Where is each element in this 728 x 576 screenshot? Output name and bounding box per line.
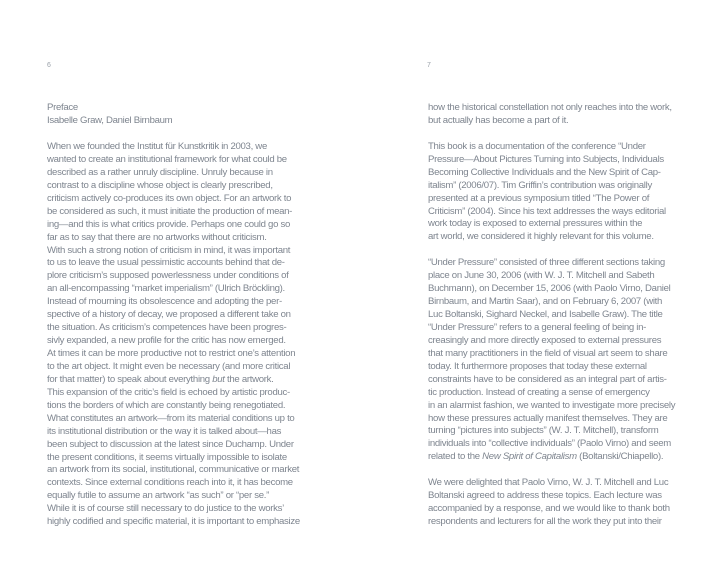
text-line: contrast to a discipline whose object is clearly prescribed, bbox=[47, 179, 273, 191]
text-line: how these pressures actually manifest themselves. They are bbox=[428, 412, 668, 424]
text-line: in an alarmist fashion, we wanted to investigate more precisely bbox=[428, 399, 676, 411]
text-line: highly codified and specific material, it is important to emphasize bbox=[47, 516, 300, 528]
blank-line bbox=[428, 128, 675, 141]
preface-heading bbox=[47, 102, 172, 128]
preface-title: Preface bbox=[47, 102, 78, 113]
text-line: tic production. Instead of creating a sense of emergency bbox=[428, 386, 650, 398]
text-line: far as to say that there are no artworks without criticism. bbox=[47, 231, 267, 243]
text-line: spective of a history of decay, we proposed a different take on bbox=[47, 309, 291, 321]
text-line: “Under Pressure” consisted of three different sections taking bbox=[428, 257, 665, 269]
text-line: Instead of mourning its obsolescence and adopting the per- bbox=[47, 296, 282, 308]
text-line: Boltanski agreed to address these topics. Each lecture was bbox=[428, 490, 662, 502]
text-line: related to the New Spirit of Capitalism (Boltanski/Chiapello). bbox=[428, 451, 664, 463]
text-line: respondents and lecturers for all the work they put into their bbox=[428, 516, 662, 527]
text-line: creasingly and more directly exposed to external pressures bbox=[428, 334, 662, 346]
text-line: Buchmann), on December 15, 2006 (with Paolo Virno, Daniel bbox=[428, 283, 671, 295]
text-line: place on June 30, 2006 (with W. J. T. Mitchell and Sabeth bbox=[428, 270, 655, 282]
text-line: plore criticism’s supposed powerlessness under conditions of bbox=[47, 270, 289, 282]
text-line: This expansion of the critic’s field is echoed by artistic produc- bbox=[47, 386, 290, 398]
text-line: When we founded the Institut für Kunstkritik in 2003, we bbox=[47, 141, 267, 152]
text-line: work today is exposed to external pressures within the bbox=[428, 218, 643, 230]
blank-line bbox=[428, 464, 675, 477]
text-line: This book is a documentation of the conference “Under bbox=[428, 140, 646, 152]
text-line: an all-encompassing “market imperialism” (Ulrich Bröckling). bbox=[47, 283, 285, 295]
text-line: tions the borders of which are constantly being renegotiated. bbox=[47, 399, 286, 411]
text-line: to the art object. It might even be necessary (and more critical bbox=[47, 360, 291, 372]
blank-line bbox=[428, 244, 675, 257]
text-line: its institutional distribution or the way it is talked about—has bbox=[47, 425, 282, 437]
text-line: Becoming Collective Individuals and the New Spirit of Cap- bbox=[428, 166, 661, 178]
text-line: an artwork from its social, institutional, communicative or market bbox=[47, 464, 300, 476]
text-line: Luc Boltanski, Sighard Neckel, and Isabelle Graw). The title bbox=[428, 309, 663, 320]
text-line: been subject to discussion at the latest since Duchamp. Under bbox=[47, 438, 294, 450]
text-line: individuals into “collective individuals” (Paolo Virno) and seem bbox=[428, 438, 671, 450]
text-line: wanted to create an institutional framework for what could be bbox=[47, 153, 287, 165]
text-line: equally futile to assume an artwork “as such” or “per se.” bbox=[47, 490, 270, 502]
text-line: that many practitioners in the field of visual art seem to share bbox=[428, 347, 668, 359]
page-number-left: 6 bbox=[47, 62, 51, 69]
text-line: today. It furthermore proposes that today these external bbox=[428, 360, 647, 372]
text-line: At times it can be more productive not to restrict one’s attention bbox=[47, 348, 296, 359]
text-line: how the historical constellation not only reaches into the work, bbox=[428, 102, 672, 113]
text-line: for that matter) to speak about everything but the artwork. bbox=[47, 373, 274, 385]
text-line: the present conditions, it seems virtually impossible to isolate bbox=[47, 451, 287, 463]
text-line: We were delighted that Paolo Virno, W. J. T. Mitchell and Luc bbox=[428, 477, 669, 489]
text-line: criticism actively co-produces its own object. For an artwork to bbox=[47, 192, 292, 204]
text-line: the situation. As criticism’s competences have been progres- bbox=[47, 322, 287, 334]
preface-authors: Isabelle Graw, Daniel Birnbaum bbox=[47, 114, 173, 126]
left-page-body bbox=[47, 141, 300, 529]
text-line: Pressure—About Pictures Turning into Subjects, Individuals bbox=[428, 153, 664, 165]
text-line: While it is of course still necessary to do justice to the works’ bbox=[47, 503, 284, 515]
text-line: ing—and this is what critics provide. Perhaps one could go so bbox=[47, 218, 291, 230]
text-line: presented at a previous symposium titled “The Power of bbox=[428, 192, 650, 204]
text-line: contexts. Since external conditions reach into it, it has become bbox=[47, 477, 293, 489]
text-line: described as a rather unruly discipline. Unruly because in bbox=[47, 166, 273, 178]
text-line: sivly expanded, a new profile for the critic has now emerged. bbox=[47, 335, 286, 347]
text-line: What constitutes an artwork—from its material conditions up to bbox=[47, 412, 295, 424]
text-line: turning “pictures into subjects” (W. J. T. Mitchell), transform bbox=[428, 425, 659, 437]
text-line: accompanied by a response, and we would like to thank both bbox=[428, 503, 670, 515]
text-line: constraints have to be considered as an integral part of artis- bbox=[428, 373, 667, 385]
right-page-body bbox=[428, 102, 675, 529]
page-number-right: 7 bbox=[427, 62, 431, 69]
text-line: be considered as such, it must initiate the production of mean- bbox=[47, 205, 293, 217]
text-line: With such a strong notion of criticism in mind, it was important bbox=[47, 244, 291, 256]
text-line: Birnbaum, and Martin Saar), and on February 6, 2007 (with bbox=[428, 296, 663, 308]
text-line: Criticism” (2004). Since his text addresses the ways editorial bbox=[428, 205, 666, 217]
text-line: italism” (2006/07). Tim Griffin’s contribution was originally bbox=[428, 179, 652, 191]
text-line: to us to leave the usual pessimistic accounts behind that de- bbox=[47, 257, 285, 269]
text-line: “Under Pressure” refers to a general feeling of being in- bbox=[428, 321, 647, 333]
text-line: art world, we considered it highly relevant for this volume. bbox=[428, 231, 654, 243]
text-line: but actually has become a part of it. bbox=[428, 114, 569, 126]
